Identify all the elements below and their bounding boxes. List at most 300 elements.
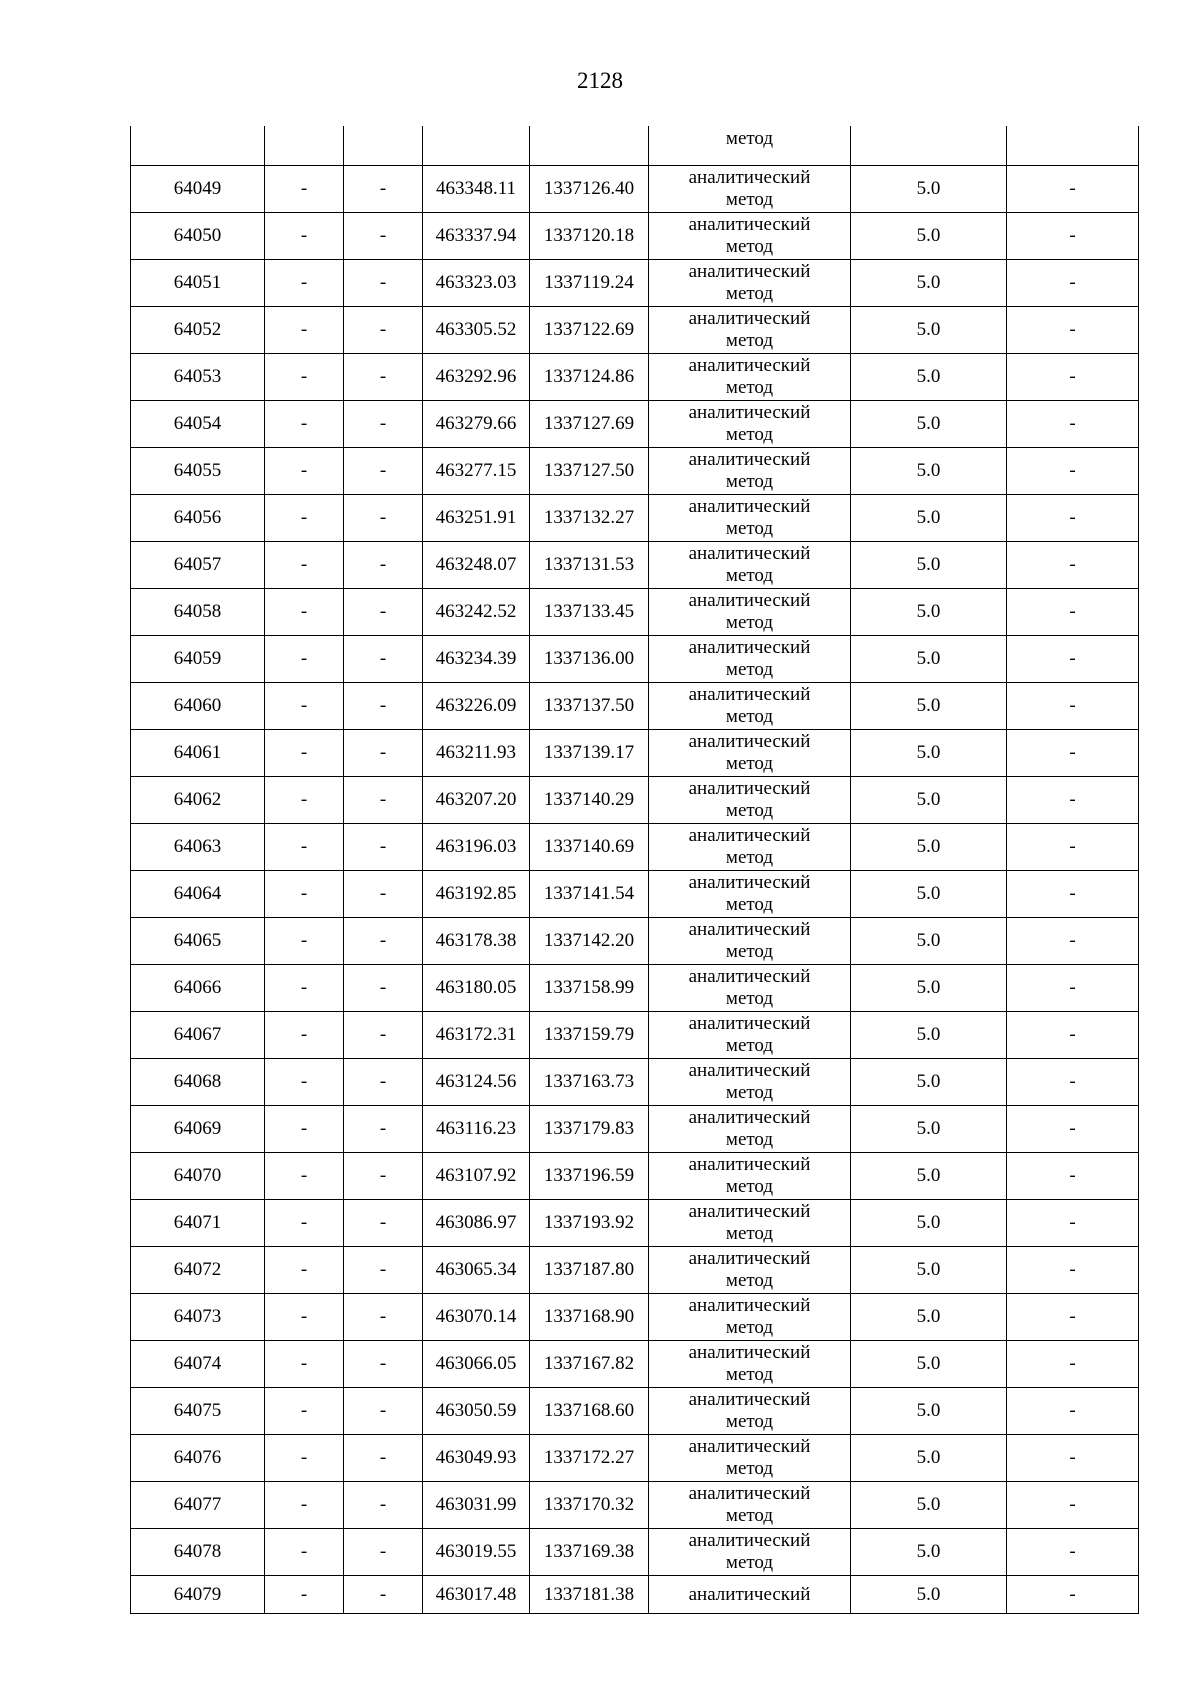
cell-method [649,1106,851,1153]
cell-y: 1337187.80 [530,1247,649,1294]
cell-accuracy: 5.0 [851,448,1007,495]
cell-method [649,1435,851,1482]
cell-col8: - [1007,636,1139,683]
method-line: метод [725,941,774,962]
cell-col8 [1007,126,1139,166]
method-line: аналитический [688,1295,811,1316]
table-row [131,1294,1139,1341]
cell-method [649,354,851,401]
cell-x: 463172.31 [423,1012,530,1059]
cell-col8: - [1007,542,1139,589]
cell-col3: - [344,965,423,1012]
cell-col2: - [265,495,344,542]
table-row [131,1059,1139,1106]
method-line: метод [725,612,774,633]
table-row [131,1012,1139,1059]
cell-col2: - [265,589,344,636]
cell-accuracy: 5.0 [851,1106,1007,1153]
table-row [131,307,1139,354]
cell-y: 1337196.59 [530,1153,649,1200]
cell-col2: - [265,542,344,589]
table-row [131,401,1139,448]
cell-col8: - [1007,307,1139,354]
cell-col3: - [344,166,423,213]
cell-accuracy: 5.0 [851,213,1007,260]
cell-id: 64050 [131,213,265,260]
cell-col8: - [1007,1576,1139,1614]
method-line: аналитический [688,496,811,517]
method-line: аналитический [688,355,811,376]
method-line: аналитический [688,966,811,987]
cell-col8: - [1007,1529,1139,1576]
cell-x: 463017.48 [423,1576,530,1614]
method-line: метод [725,471,774,492]
cell-col3: - [344,213,423,260]
table-row [131,260,1139,307]
cell-col2: - [265,1435,344,1482]
cell-method [649,213,851,260]
cell-col2: - [265,824,344,871]
cell-method [649,824,851,871]
cell-col2: - [265,1388,344,1435]
cell-x: 463323.03 [423,260,530,307]
method-line: аналитический [688,778,811,799]
cell-y: 1337120.18 [530,213,649,260]
cell-col8: - [1007,354,1139,401]
table-row [131,636,1139,683]
cell-col8: - [1007,260,1139,307]
cell-col2: - [265,1482,344,1529]
method-line: метод [725,283,774,304]
cell-y: 1337158.99 [530,965,649,1012]
method-line: аналитический [688,261,811,282]
cell-col8: - [1007,1294,1139,1341]
method-line: метод [725,518,774,539]
cell-method [649,1576,851,1614]
method-line: аналитический [688,1483,811,1504]
cell-id: 64058 [131,589,265,636]
cell-col3: - [344,260,423,307]
method-line: аналитический [688,167,811,188]
cell-y: 1337169.38 [530,1529,649,1576]
method-line: метод [725,988,774,1009]
table-row [131,166,1139,213]
cell-y: 1337140.29 [530,777,649,824]
cell-y: 1337141.54 [530,871,649,918]
cell-col2: - [265,777,344,824]
cell-x: 463242.52 [423,589,530,636]
table-body [131,126,1139,1614]
cell-x: 463292.96 [423,354,530,401]
cell-y: 1337137.50 [530,683,649,730]
cell-x: 463065.34 [423,1247,530,1294]
cell-col2: - [265,1576,344,1614]
cell-accuracy: 5.0 [851,1012,1007,1059]
cell-method [649,448,851,495]
cell-col8: - [1007,1012,1139,1059]
cell-y: 1337119.24 [530,260,649,307]
cell-y [530,126,649,166]
cell-col2: - [265,166,344,213]
cell-col3: - [344,1200,423,1247]
cell-method [649,1529,851,1576]
cell-x: 463234.39 [423,636,530,683]
cell-col8: - [1007,1388,1139,1435]
cell-id: 64073 [131,1294,265,1341]
cell-id: 64061 [131,730,265,777]
cell-id: 64064 [131,871,265,918]
cell-y: 1337193.92 [530,1200,649,1247]
cell-y: 1337142.20 [530,918,649,965]
method-line: метод [725,1223,774,1244]
cell-col2: - [265,871,344,918]
method-line: метод [725,424,774,445]
cell-col3: - [344,1153,423,1200]
method-line: аналитический [688,825,811,846]
cell-method [649,401,851,448]
cell-col2: - [265,448,344,495]
cell-col3: - [344,448,423,495]
cell-accuracy: 5.0 [851,1529,1007,1576]
cell-col3: - [344,1247,423,1294]
cell-col8: - [1007,1106,1139,1153]
method-line: аналитический [688,684,811,705]
cell-id [131,126,265,166]
cell-method [649,636,851,683]
cell-accuracy: 5.0 [851,871,1007,918]
cell-x: 463305.52 [423,307,530,354]
cell-col3: - [344,589,423,636]
cell-y: 1337131.53 [530,542,649,589]
cell-col3: - [344,730,423,777]
cell-col3: - [344,307,423,354]
method-line: аналитический [688,919,811,940]
cell-y: 1337126.40 [530,166,649,213]
cell-x: 463031.99 [423,1482,530,1529]
cell-accuracy: 5.0 [851,1153,1007,1200]
cell-col2: - [265,1294,344,1341]
cell-col3: - [344,1059,423,1106]
cell-method [649,1153,851,1200]
cell-col3: - [344,824,423,871]
cell-x: 463192.85 [423,871,530,918]
cell-col3: - [344,683,423,730]
cell-y: 1337127.69 [530,401,649,448]
cell-x: 463251.91 [423,495,530,542]
method-line: метод [725,894,774,915]
cell-y: 1337167.82 [530,1341,649,1388]
cell-method [649,871,851,918]
method-line: аналитический [688,637,811,658]
table-row [131,730,1139,777]
cell-id: 64060 [131,683,265,730]
cell-id: 64074 [131,1341,265,1388]
table-row [131,213,1139,260]
cell-x: 463196.03 [423,824,530,871]
cell-col3: - [344,1106,423,1153]
cell-x: 463348.11 [423,166,530,213]
method-line: аналитический [688,1154,811,1175]
method-line: метод [725,330,774,351]
cell-method [649,1247,851,1294]
cell-col3: - [344,354,423,401]
method-line: метод [725,1129,774,1150]
table-row [131,683,1139,730]
cell-id: 64076 [131,1435,265,1482]
cell-accuracy: 5.0 [851,918,1007,965]
cell-col2: - [265,1153,344,1200]
table-row [131,824,1139,871]
table-row [131,871,1139,918]
table-row [131,354,1139,401]
cell-accuracy: 5.0 [851,542,1007,589]
cell-accuracy: 5.0 [851,307,1007,354]
cell-y: 1337127.50 [530,448,649,495]
cell-method [649,1012,851,1059]
cell-method [649,683,851,730]
cell-y: 1337168.60 [530,1388,649,1435]
cell-id: 64077 [131,1482,265,1529]
cell-x: 463279.66 [423,401,530,448]
table-row [131,965,1139,1012]
cell-col3: - [344,1294,423,1341]
cell-x: 463070.14 [423,1294,530,1341]
cell-id: 64051 [131,260,265,307]
cell-y: 1337139.17 [530,730,649,777]
cell-x: 463178.38 [423,918,530,965]
cell-accuracy: 5.0 [851,683,1007,730]
table-row [131,1153,1139,1200]
cell-id: 64070 [131,1153,265,1200]
cell-accuracy: 5.0 [851,354,1007,401]
cell-id: 64067 [131,1012,265,1059]
cell-id: 64068 [131,1059,265,1106]
cell-col8: - [1007,730,1139,777]
cell-method [649,1388,851,1435]
cell-y: 1337136.00 [530,636,649,683]
cell-id: 64062 [131,777,265,824]
cell-id: 64056 [131,495,265,542]
cell-id: 64075 [131,1388,265,1435]
cell-y: 1337140.69 [530,824,649,871]
cell-col2: - [265,1200,344,1247]
method-line: аналитический [688,214,811,235]
cell-method [649,1200,851,1247]
cell-id: 64053 [131,354,265,401]
cell-col8: - [1007,1059,1139,1106]
cell-y: 1337124.86 [530,354,649,401]
method-line: метод [725,1552,774,1573]
cell-col2: - [265,1012,344,1059]
method-line: метод [725,1035,774,1056]
cell-y: 1337133.45 [530,589,649,636]
cell-id: 64057 [131,542,265,589]
continuation-row [131,126,1139,166]
method-line: метод [725,800,774,821]
cell-x: 463124.56 [423,1059,530,1106]
cell-method [649,542,851,589]
method-line: метод [725,1364,774,1385]
cell-x: 463049.93 [423,1435,530,1482]
table-row [131,1482,1139,1529]
cell-id: 64066 [131,965,265,1012]
cell-id: 64052 [131,307,265,354]
cell-col8: - [1007,1482,1139,1529]
method-line: аналитический [688,1342,811,1363]
cell-x: 463050.59 [423,1388,530,1435]
cell-method [649,1482,851,1529]
cell-col3: - [344,1435,423,1482]
cell-col8: - [1007,1247,1139,1294]
cell-accuracy: 5.0 [851,965,1007,1012]
table-row [131,777,1139,824]
cell-col2: - [265,1059,344,1106]
cell-accuracy: 5.0 [851,1576,1007,1614]
method-line: метод [725,1176,774,1197]
cell-col2: - [265,918,344,965]
cell-y: 1337159.79 [530,1012,649,1059]
cell-col8: - [1007,401,1139,448]
cell-accuracy: 5.0 [851,636,1007,683]
cell-col8: - [1007,918,1139,965]
cell-method [649,1294,851,1341]
cell-y: 1337132.27 [530,495,649,542]
cell-accuracy: 5.0 [851,401,1007,448]
method-line: метод [725,753,774,774]
method-line: аналитический [688,1013,811,1034]
cell-x: 463107.92 [423,1153,530,1200]
cell-accuracy: 5.0 [851,1341,1007,1388]
cell-col8: - [1007,1435,1139,1482]
cell-col8: - [1007,1153,1139,1200]
cell-id: 64049 [131,166,265,213]
cell-col2: - [265,401,344,448]
cell-id: 64055 [131,448,265,495]
cell-id: 64069 [131,1106,265,1153]
cell-accuracy: 5.0 [851,1482,1007,1529]
cell-col3: - [344,777,423,824]
table-row [131,918,1139,965]
cell-id: 64063 [131,824,265,871]
method-line: метод [725,189,774,210]
cell-x: 463066.05 [423,1341,530,1388]
cell-col3: - [344,918,423,965]
cell-y: 1337122.69 [530,307,649,354]
method-line: метод [725,1505,774,1526]
cell-x [423,126,530,166]
cell-y: 1337179.83 [530,1106,649,1153]
cell-accuracy: 5.0 [851,730,1007,777]
cell-col2: - [265,965,344,1012]
cell-method [649,589,851,636]
table-row [131,589,1139,636]
coordinates-table [130,126,1139,1614]
cell-col2: - [265,683,344,730]
cell-id: 64059 [131,636,265,683]
cell-col8: - [1007,213,1139,260]
method-line: аналитический [688,1060,811,1081]
method-line: аналитический [688,449,811,470]
table-row [131,1435,1139,1482]
cell-accuracy: 5.0 [851,824,1007,871]
cell-col8: - [1007,1341,1139,1388]
method-line: метод [725,1411,774,1432]
cell-accuracy: 5.0 [851,777,1007,824]
method-line: аналитический [688,1530,811,1551]
method-line: аналитический [688,402,811,423]
cell-col3: - [344,636,423,683]
cell-method [649,166,851,213]
table-row [131,1247,1139,1294]
cell-col2: - [265,354,344,401]
cell-x: 463337.94 [423,213,530,260]
cell-accuracy: 5.0 [851,495,1007,542]
cell-col2: - [265,1341,344,1388]
cell-method [649,1341,851,1388]
cell-id: 64079 [131,1576,265,1614]
cell-method [649,965,851,1012]
cell-accuracy: 5.0 [851,1294,1007,1341]
cell-y: 1337181.38 [530,1576,649,1614]
cell-col8: - [1007,777,1139,824]
table-row [131,495,1139,542]
method-line: метод [725,1317,774,1338]
cell-x: 463180.05 [423,965,530,1012]
cell-accuracy: 5.0 [851,1388,1007,1435]
cell-col8: - [1007,166,1139,213]
cell-accuracy: 5.0 [851,166,1007,213]
table-row [131,448,1139,495]
cell-col3: - [344,1529,423,1576]
cell-method [649,260,851,307]
cell-x: 463116.23 [423,1106,530,1153]
cell-col2: - [265,730,344,777]
table-row [131,1200,1139,1247]
cell-method [649,777,851,824]
cell-col3: - [344,871,423,918]
cell-id: 64071 [131,1200,265,1247]
table-row [131,1529,1139,1576]
cell-x: 463226.09 [423,683,530,730]
cell-col3: - [344,401,423,448]
method-line: аналитический [688,1583,811,1605]
method-line: аналитический [688,1248,811,1269]
cell-accuracy: 5.0 [851,260,1007,307]
method-line: аналитический [688,1107,811,1128]
cell-method [649,495,851,542]
cell-col2: - [265,1529,344,1576]
cell-col2: - [265,213,344,260]
cell-col8: - [1007,683,1139,730]
page-number: 2128 [577,68,623,93]
cell-x: 463211.93 [423,730,530,777]
cell-col3: - [344,495,423,542]
cell-method: метод [649,126,851,166]
cell-col8: - [1007,965,1139,1012]
table-row [131,1388,1139,1435]
method-line: метод [725,1082,774,1103]
method-line: метод [725,659,774,680]
cell-x: 463248.07 [423,542,530,589]
cell-id: 64054 [131,401,265,448]
method-line: метод [725,565,774,586]
cell-col3: - [344,1388,423,1435]
cell-col2: - [265,307,344,354]
table-row [131,542,1139,589]
method-line: метод [725,847,774,868]
cell-accuracy: 5.0 [851,1059,1007,1106]
method-line: метод [725,377,774,398]
